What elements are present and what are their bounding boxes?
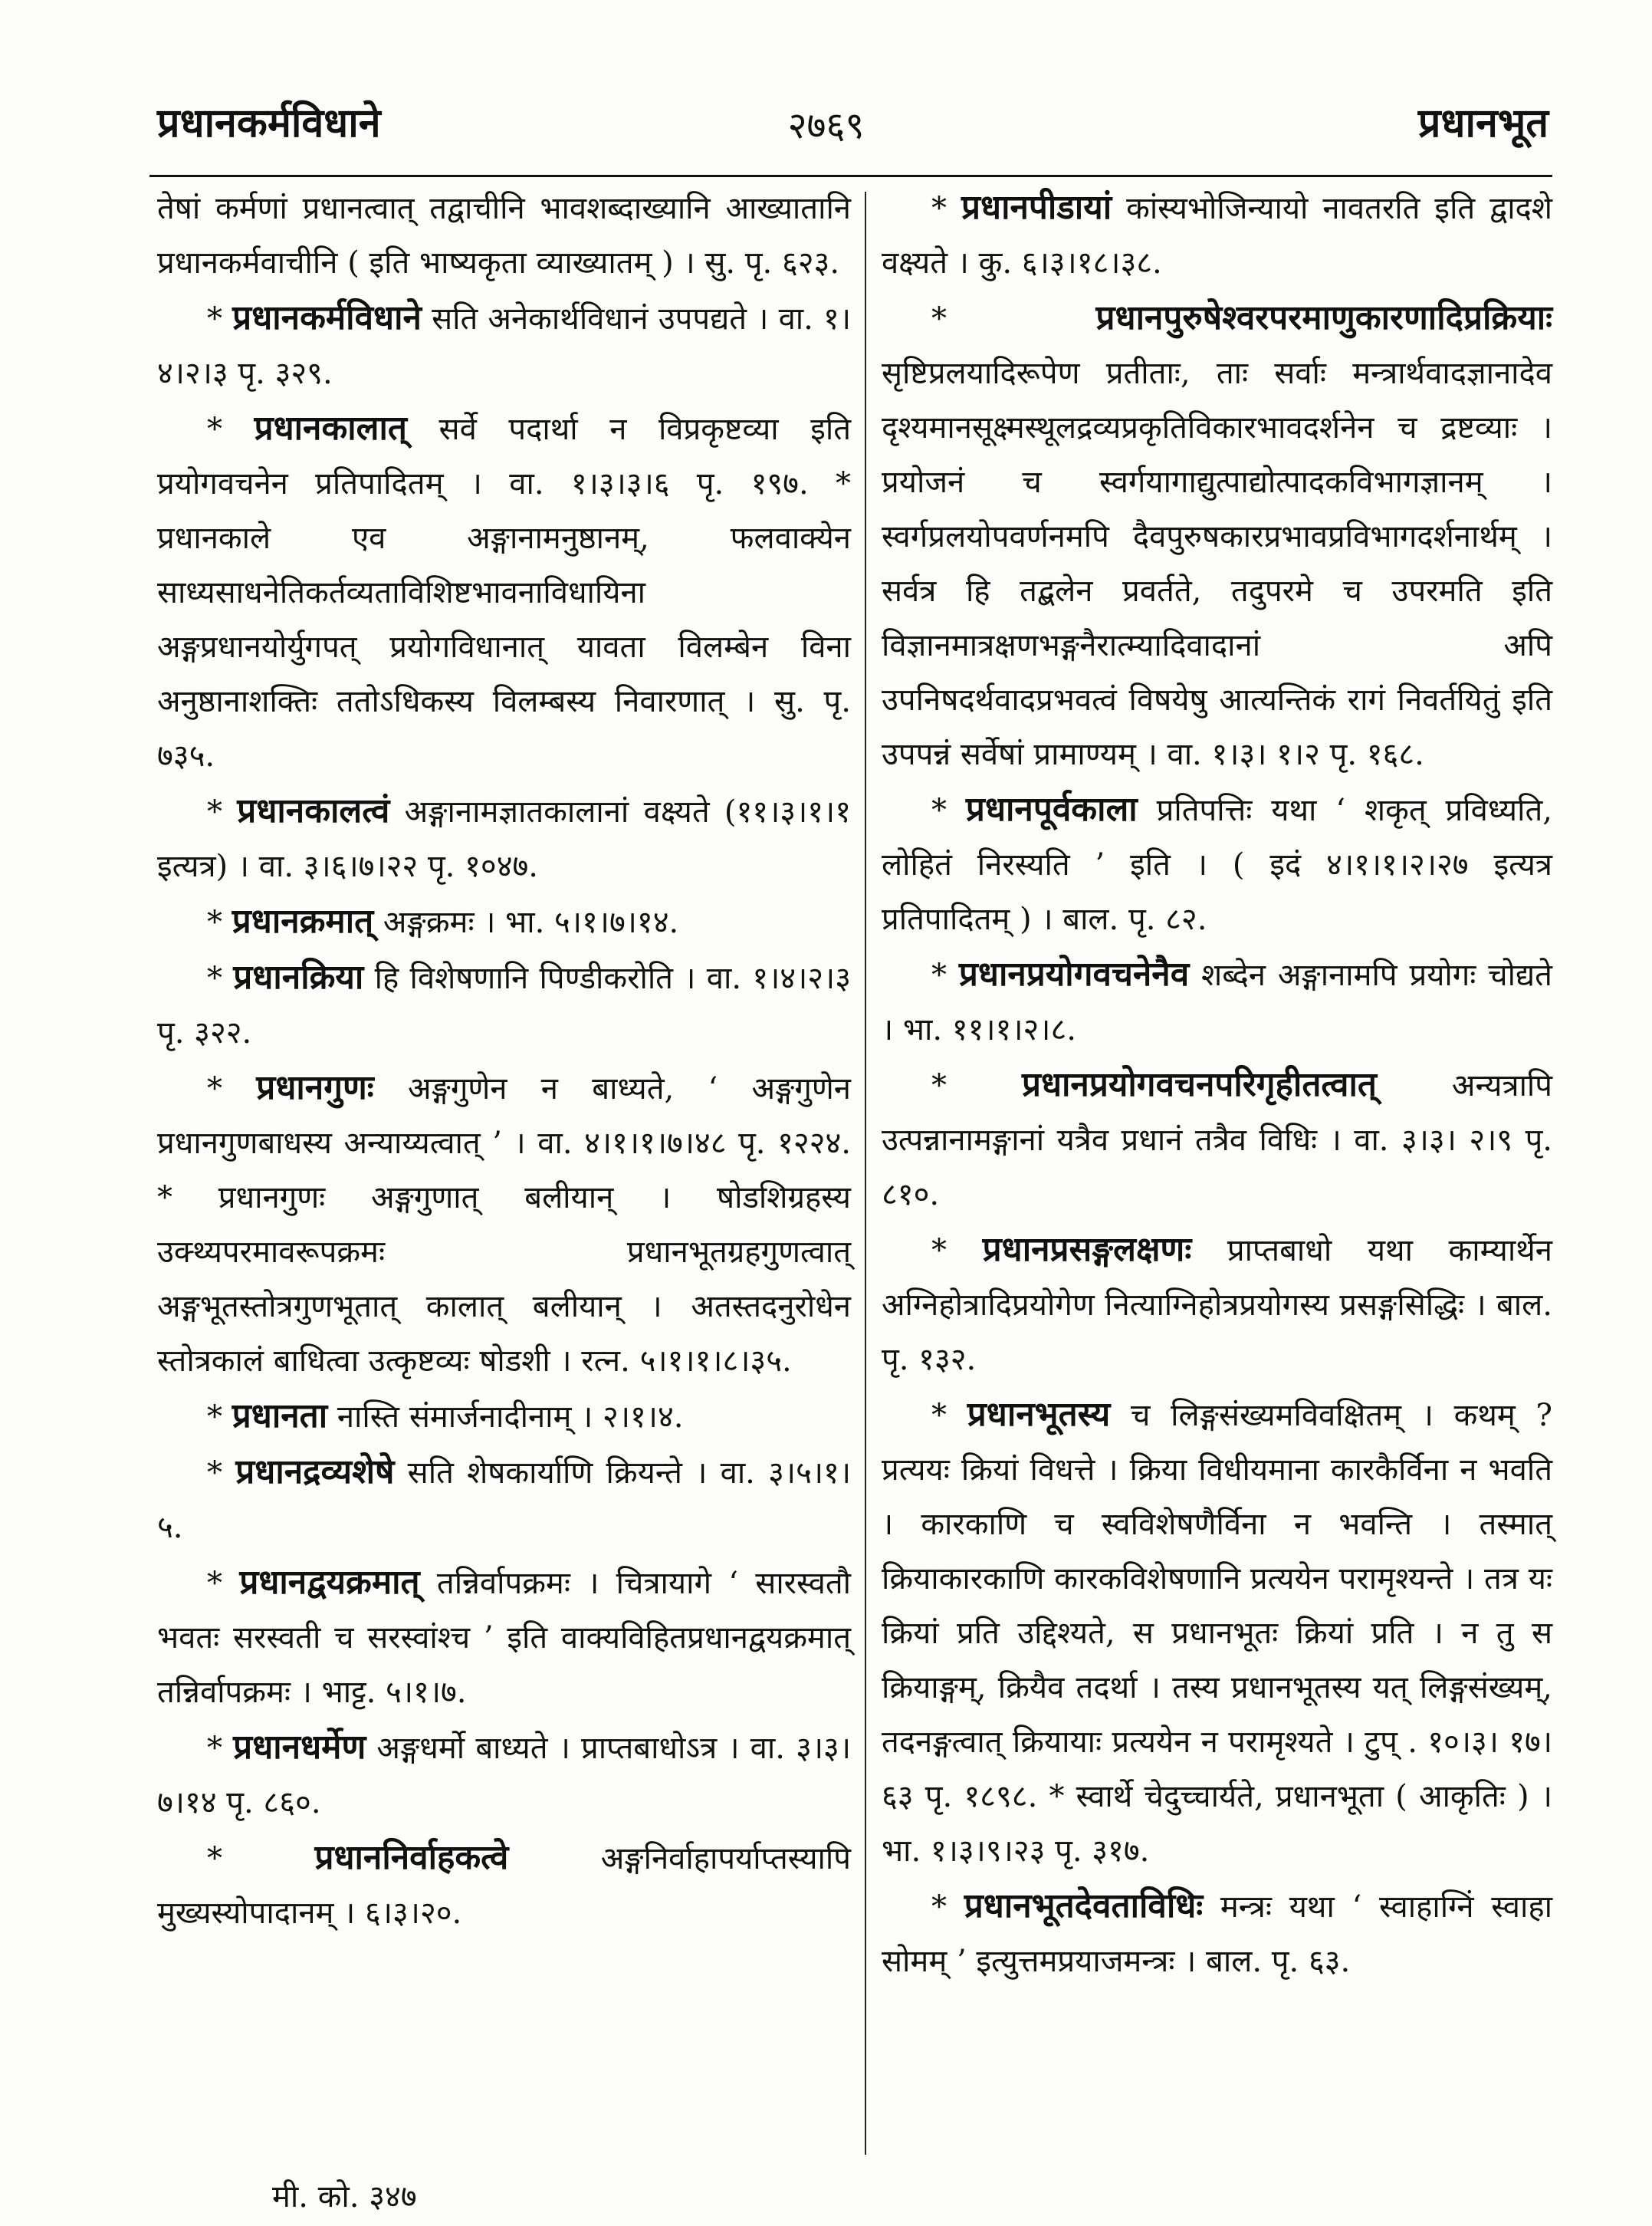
column-divider <box>865 192 866 2155</box>
entry-headword: प्रधानद्रव्यशेषे <box>235 1452 395 1491</box>
entry-text: शब्देन अङ्गानामपि प्रयोगः चोद्यते । भा. ११।१।२।८. <box>882 958 1552 1047</box>
entry-text: अङ्गानामज्ञातकालानां वक्ष्यते (११।३।१।१ इत्यत्र) । वा. ३।६।७।२२ पृ. १०४७. <box>157 794 851 884</box>
dictionary-entry <box>157 1060 851 1389</box>
entry-headword: प्रधानभूतदेवताविधिः <box>964 1886 1204 1925</box>
entry-bullet: * <box>207 1455 236 1491</box>
dictionary-entry <box>882 947 1552 1057</box>
dictionary-entry <box>882 782 1552 947</box>
entry-bullet: * <box>931 301 1096 337</box>
header-rule <box>149 175 1552 177</box>
dictionary-entry <box>882 180 1552 291</box>
entry-headword: प्रधानता <box>232 1396 328 1435</box>
entry-bullet: * <box>207 1566 240 1601</box>
entry-text: अङ्गक्रमः । भा. ५।१।७।१४. <box>373 905 679 940</box>
entry-headword: प्रधानभूतस्य <box>967 1395 1111 1434</box>
entry-bullet: * <box>931 191 961 226</box>
running-head-right: प्रधानभूत <box>1417 100 1549 146</box>
entry-text: प्रतिपत्तिः यथा ‘ शकृत् प्रविध्यति, लोहितं निरस्यति ’ इति । ( इदं ४।१।१।२।२७ इत्यत्र प्रतिपादितम् ) । बाल. पृ. ८२. <box>882 793 1553 937</box>
entry-text: कांस्यभोजिन्यायो नावतरति इति द्वादशे वक्ष्यते । कु. ६।३।१८।३८. <box>882 191 1552 281</box>
entry-bullet: * <box>207 1731 234 1766</box>
entry-headword: प्रधानक्रिया <box>233 958 364 997</box>
dictionary-entry <box>157 894 851 950</box>
entry-bullet: * <box>207 1841 315 1876</box>
entry-headword: प्रधानकालात् <box>254 409 407 448</box>
entry-text: सृष्टिप्रलयादिरूपेण प्रतीताः, ताः सर्वाः मन्त्रार्थवादज्ञानादेव दृश्यमानसूक्ष्मस्थूलद्रव्यप्रकृतिविकारभावदर्शनेन च द्रष्टव्याः । प्रयोजनं च स्वर्गयागाद्युत्पाद्योत्पादकविभागज्ञानम् । स्वर्गप्रलयोपवर्णनमपि दैवपुरुषकारप्रभावप्रविभागदर्शनार्थम् । सर्वत्र हि तद्बलेन प्रवर्तते, तदुपरमे च उपरमति इति विज्ञानमात्रक्षणभङ्गनैरात्म्यादिवादानां अपि उपनिषदर्थवादप्रभवत्वं विषयेषु आत्यन्तिकं रागं निवर्तयितुं इति उपपन्नं सर्वेषां प्रामाण्यम् । वा. १।३। १।२ पृ. १६८. <box>882 356 1552 772</box>
dictionary-entry <box>882 1387 1552 1879</box>
dictionary-entry <box>882 1222 1552 1387</box>
running-head-left: प्रधानकर्मविधाने <box>157 100 381 146</box>
entry-text: हि विशेषणानि पिण्डीकरोति । वा. १।४।२।३ पृ. ३२२. <box>157 961 852 1051</box>
entry-bullet: * <box>207 1399 232 1435</box>
entry-text: प्राप्तबाधो यथा काम्यार्थेन अग्निहोत्रादिप्रयोगेण नित्याग्निहोत्रप्रयोगस्य प्रसङ्गसिद्धिः । बाल. पृ. १३२. <box>882 1233 1552 1377</box>
entry-text: अन्यत्रापि उत्पन्नानामङ्गानां यत्रैव प्रधानं तत्रैव विधिः । वा. ३।३। २।९ पृ. ८१०. <box>882 1068 1553 1212</box>
dictionary-entry <box>882 1057 1552 1222</box>
entry-bullet: * <box>207 1071 257 1106</box>
entry-text: सति अनेकार्थविधानं उपपद्यते । वा. १।४।२।३ पृ. ३२९. <box>157 301 851 391</box>
entry-headword: प्रधानकालत्वं <box>237 791 390 830</box>
entry-bullet: * <box>207 794 238 830</box>
entry-headword: प्रधानप्रयोगवचनेनैव <box>958 955 1190 994</box>
entry-bullet: * <box>931 1068 1022 1103</box>
dictionary-entry <box>882 1879 1552 1989</box>
entry-text: च लिङ्गसंख्यमविवक्षितम् । कथम् ? प्रत्ययः क्रियां विधत्ते । क्रिया विधीयमाना कारकैर्विना न भवति । कारकाणि च स्वविशेषणैर्विना न भवन्ति । तस्मात् क्रियाकारकाणि कारकविशेषणानि प्रत्ययेन परामृश्यन्ते । तत्र यः क्रियां प्रति उद्दिश्यते, स प्रधानभूतः क्रियां प्रति । न तु स क्रियाङ्गम्, क्रियैव तदर्था । तस्य प्रधानभूतस्य यत् लिङ्गसंख्यम्, तदनङ्गत्वात् क्रियायाः प्रत्ययेन न परामृश्यते । टुप् . १०।३। १७।६३ पृ. १८९८. * स्वार्थे चेदुच्चार्यते, प्रधानभूता ( आकृतिः ) । भा. १।३।९।२३ पृ. ३१७. <box>882 1398 1552 1869</box>
entry-bullet: * <box>931 1233 983 1268</box>
entry-headword: प्रधाननिर्वाहकत्वे <box>314 1838 509 1877</box>
entry-headword: प्रधानगुणः <box>256 1068 374 1107</box>
dictionary-entry <box>157 291 851 401</box>
entry-headword: प्रधानक्रमात् <box>232 902 374 941</box>
entry-bullet: * <box>931 1889 964 1925</box>
entry-text: सर्वे पदार्था न विप्रकृष्टव्या इति प्रयोगवचनेन प्रतिपादितम् । वा. १।३।३।६ पृ. १९७. * प्रधानकाले एव अङ्गानामनुष्ठानम्, फलवाक्येन साध्यसाधनेतिकर्तव्यताविशिष्टभावनाविधायिना अङ्गप्रधानयोर्युगपत् प्रयोगविधानात् यावता विलम्बेन विना अनुष्ठानाशक्तिः ततोऽधिकस्य विलम्बस्य निवारणात् । सु. पृ. ७३५. <box>157 412 851 774</box>
entry-text: तेषां कर्मणां प्रधानत्वात् तद्वाचीनि भावशब्दाख्यानि आख्यातानि प्रधानकर्मवाचीनि ( इति भाष्यकृता व्याख्यातम् ) । सु. पृ. ६२३. <box>157 191 851 281</box>
entry-headword: प्रधानप्रयोगवचनपरिगृहीतत्वात् <box>1021 1065 1377 1104</box>
entry-headword: प्रधानधर्मेण <box>233 1728 366 1767</box>
entry-bullet: * <box>207 412 255 447</box>
entry-text: तन्निर्वापक्रमः । चित्रायागे ‘ सारस्वतौ भवतः सरस्वती च सरस्वांश्च ’ इति वाक्यविहितप्रधानद्वयक्रमात् तन्निर्वापक्रमः । भाट्ट. ५।१।७. <box>157 1566 852 1710</box>
dictionary-entry <box>157 784 851 894</box>
dictionary-entry <box>157 1720 851 1830</box>
dictionary-entry <box>157 1830 851 1941</box>
dictionary-entry <box>157 180 851 291</box>
page-footer: मी. को. ३४७ <box>272 2179 417 2214</box>
dictionary-entry <box>157 1389 851 1445</box>
entry-headword: प्रधानपुरुषेश्वरपरमाणुकारणादिप्रक्रियाः <box>1095 298 1552 337</box>
entry-bullet: * <box>931 793 966 828</box>
entry-text: अङ्गगुणेन न बाध्यते, ‘ अङ्गगुणेन प्रधानगुणबाधस्य अन्याय्यत्वात् ’ । वा. ४।१।१।७।४८ पृ. १२२४. * प्रधानगुणः अङ्गगुणात् बलीयान् । षोडशिग्रहस्य उक्थ्यपरमावरूपक्रमः प्रधानभूतग्रहगुणत्वात् अङ्गभूतस्तोत्रगुणभूतात् कालात् बलीयान् । अतस्तदनुरोधेन स्तोत्रकालं बाधित्वा उत्कृष्टव्यः षोडशी । रत्न. ५।१।१।८।३५. <box>157 1071 852 1379</box>
entry-text: अङ्गनिर्वाहापर्याप्तस्यापि मुख्यस्योपादानम् । ६।३।२०. <box>157 1841 851 1931</box>
dictionary-entry <box>157 401 851 784</box>
right-column <box>882 180 1552 1989</box>
dictionary-entry <box>157 1555 851 1720</box>
entry-bullet: * <box>931 958 959 993</box>
entry-text: अङ्गधर्मो बाध्यते । प्राप्तबाधोऽत्र । वा. ३।३।७।१४ पृ. ८६०. <box>157 1731 852 1820</box>
entry-headword: प्रधानप्रसङ्गलक्षणः <box>982 1230 1192 1269</box>
entry-headword: प्रधानद्वयक्रमात् <box>239 1563 420 1602</box>
page-number: २७६९ <box>787 104 865 147</box>
entry-headword: प्रधानकर्मविधाने <box>232 298 422 337</box>
dictionary-entry <box>157 950 851 1060</box>
entry-bullet: * <box>207 961 234 996</box>
entry-headword: प्रधानपीडायां <box>961 188 1112 227</box>
entry-bullet: * <box>931 1398 967 1433</box>
entry-text: नास्ति संमार्जनादीनाम् । २।१।४. <box>327 1399 684 1435</box>
left-column <box>157 180 851 1941</box>
entry-bullet: * <box>207 905 232 940</box>
entry-text: सति शेषकार्याणि क्रियन्ते । वा. ३।५।१।५. <box>157 1455 852 1545</box>
entry-text: मन्त्रः यथा ‘ स्वाहाग्निं स्वाहा सोमम् ’ इत्युत्तमप्रयाजमन्त्रः । बाल. पृ. ६३. <box>882 1889 1553 1979</box>
entry-bullet: * <box>207 301 233 337</box>
entry-headword: प्रधानपूर्वकाला <box>965 790 1138 829</box>
dictionary-entry <box>157 1445 851 1555</box>
dictionary-entry <box>882 291 1552 782</box>
